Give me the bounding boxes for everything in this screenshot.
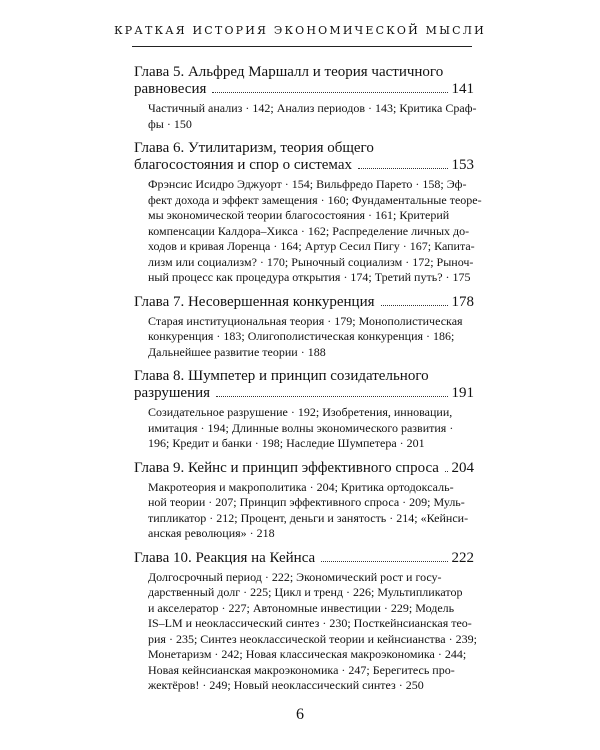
section-line: лизм или социализм? · 170; Рыночный социализм · 172; Рыноч- — [148, 254, 474, 269]
chapter-page-number: 141 — [451, 81, 474, 97]
chapter-title-line: Глава 9. Кейнс и принцип эффективного спроса — [134, 459, 439, 476]
chapter-page-number: 204 — [451, 459, 474, 476]
chapter-title — [134, 460, 474, 477]
section-line: IS–LM и неоклассический синтез · 230; Посткейнсианская тео- — [148, 616, 472, 630]
section-line: конкуренция · 183; Олигополистическая конкуренция · 186; — [148, 329, 455, 343]
section-line: мы экономической теории благосостояния · 161; Критерий — [148, 208, 450, 222]
chapter-title-line: равновесия — [134, 81, 207, 97]
toc-chapter — [134, 460, 474, 542]
chapter-sections — [148, 314, 474, 361]
chapter-title-line: Глава 6. Утилитаризм, теория общего — [134, 140, 374, 156]
toc-chapter — [134, 64, 477, 132]
dot-leader — [445, 470, 448, 472]
section-line: ной теории · 207; Принцип эффективного спроса · 209; Муль- — [148, 495, 465, 509]
section-line: компенсации Калдора–Хикса · 162; Распределение личных до- — [148, 223, 470, 238]
dot-leader — [212, 91, 447, 93]
section-line: имитация · 194; Длинные волны экономического развития · — [148, 420, 454, 435]
section-line: типликатор · 212; Процент, деньги и занятость · 214; «Кейнси- — [148, 510, 469, 525]
section-line: Долгосрочный период · 222; Экономический рост и госу- — [148, 569, 442, 584]
toc-chapter — [134, 368, 474, 452]
chapter-title-line: Глава 5. Альфред Маршалл и теория частичного — [134, 64, 444, 80]
chapter-title — [134, 64, 474, 98]
dot-leader — [216, 395, 447, 397]
chapter-title-line: Глава 8. Шумпетер и принцип созидательного — [134, 368, 429, 384]
dot-leader — [321, 560, 447, 562]
section-line: Фрэнсис Исидро Эджуорт · 154; Вильфредо Парето · 158; Эф- — [148, 177, 467, 191]
dot-leader — [358, 167, 448, 169]
chapter-page-number: 178 — [451, 293, 474, 310]
header-divider — [132, 46, 472, 47]
chapter-sections — [148, 177, 482, 286]
chapter-title-line: Глава 7. Несовершенная конкуренция — [134, 293, 375, 310]
chapter-title — [134, 140, 474, 174]
dot-leader — [381, 304, 448, 306]
section-line: анская революция» · 218 — [148, 526, 275, 540]
section-line: Старая институциональная теория · 179; Монополистическая — [148, 313, 463, 328]
section-line: и акселератор · 227; Автономные инвестиции · 229; Модель — [148, 600, 455, 615]
chapter-title-row — [134, 81, 474, 98]
chapter-title-line: благосостояния и спор о системах — [134, 157, 352, 173]
chapter-title-row — [134, 385, 474, 402]
chapter-page-number: 153 — [451, 157, 474, 173]
running-head: КРАТКАЯ ИСТОРИЯ ЭКОНОМИЧЕСКОЙ МЫСЛИ — [114, 24, 486, 37]
toc-chapter — [134, 140, 482, 286]
section-line: фы · 150 — [148, 116, 192, 131]
section-line: Созидательное разрушение · 192; Изобретения, инновации, — [148, 405, 453, 419]
chapter-page-number: 222 — [451, 549, 474, 566]
section-line: ходов и кривая Лоренца · 164; Артур Сесил Пигу · 167; Капита- — [148, 239, 475, 253]
section-line: 196; Кредит и банки · 198; Наследие Шумпетера · 201 — [148, 436, 425, 450]
chapter-title-row — [134, 294, 474, 311]
chapter-title-row — [134, 157, 474, 174]
section-line: жектёров! · 249; Новый неоклассический синтез · 250 — [148, 678, 424, 692]
section-line: Дальнейшее развитие теории · 188 — [148, 344, 326, 359]
chapter-title-line: Глава 10. Реакция на Кейнса — [134, 549, 316, 566]
chapter-sections — [148, 101, 477, 132]
chapter-title-row — [134, 460, 474, 477]
chapter-sections — [148, 480, 474, 542]
section-line: Новая кейнсианская макроэкономика · 247; Берегитесь про- — [148, 662, 455, 677]
toc-chapter — [134, 294, 474, 361]
section-line: Частичный анализ · 142; Анализ периодов · 143; Критика Сраф- — [148, 101, 477, 115]
section-line: Монетаризм · 242; Новая классическая макроэкономика · 244; — [148, 647, 467, 661]
section-line: дарственный долг · 225; Цикл и тренд · 226; Мультипликатор — [148, 585, 463, 599]
chapter-title-row — [134, 550, 474, 567]
section-line: Макротеория и макрополитика · 204; Критика ортодоксаль- — [148, 479, 454, 494]
chapter-title-line: разрушения — [134, 385, 211, 401]
page-number: 6 — [296, 706, 304, 723]
chapter-title — [134, 294, 474, 311]
chapter-title — [134, 550, 474, 567]
chapter-sections — [148, 405, 474, 452]
section-line: ный процесс как процедура открытия · 174; Третий путь? · 175 — [148, 270, 471, 284]
toc-chapter — [134, 549, 477, 694]
chapter-sections — [148, 569, 477, 694]
section-line: фект дохода и эффект замещения · 160; Фундаментальные теоре- — [148, 192, 482, 207]
chapter-page-number: 191 — [451, 385, 474, 401]
chapter-title — [134, 368, 474, 402]
table-of-contents — [134, 64, 482, 702]
section-line: рия · 235; Синтез неоклассической теории и кейнсианства · 239; — [148, 631, 477, 646]
